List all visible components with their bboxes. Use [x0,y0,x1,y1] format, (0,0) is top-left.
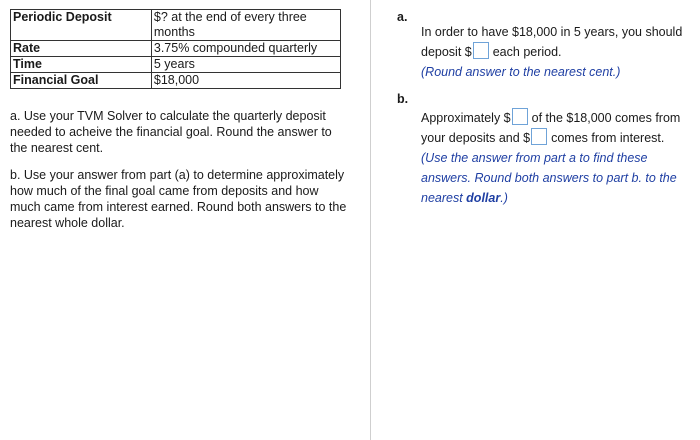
table-row [11,41,341,57]
table-row [11,10,341,41]
part-b-hint-text: (Use the answer from part a to find these answers. Round both answers to part b. to the nearest [421,151,677,205]
part-b-text: Approximately $ [421,111,511,125]
interest-amount-input[interactable] [531,128,547,145]
deposits-amount-input[interactable] [512,108,528,125]
part-a-block [421,22,686,82]
part-a-text: In order to have $18,000 in 5 years, you should deposit $ [421,25,683,59]
table-label-cell: Financial Goal [11,73,152,89]
part-a-text-end: each period. [492,45,562,59]
part-b-text-end: comes from interest. [551,131,665,145]
deposit-answer-input[interactable] [473,42,489,59]
panel-divider [370,0,371,440]
part-a-label: a. [397,10,408,24]
part-b-hint-end: .) [500,191,508,205]
table-value-cell: 5 years [151,57,340,73]
part-b-label: b. [397,92,409,106]
answer-panel [380,0,690,440]
question-a-text: a. Use your TVM Solver to calculate the quarterly deposit needed to acheive the financial goal. Round the answer to the nearest cent. [10,109,332,155]
problem-info-table [10,9,341,89]
part-b-text-middle: of the $18,000 comes from your deposits and $ [421,111,681,145]
table-label-cell: Rate [11,41,152,57]
table-value-cell: $18,000 [151,73,340,89]
table-value-cell: $? at the end of every three months [151,10,340,41]
question-b-text: b. Use your answer from part (a) to determine approximately how much of the final goal came from deposits and how much came from interest earned. Round both answers to the nearest whole dollar. [10,168,347,230]
table-row [11,57,341,73]
table-label-cell: Periodic Deposit [11,10,152,41]
part-a-hint: (Round answer to the nearest cent.) [421,65,621,79]
part-b-hint-bold: dollar [466,191,501,205]
part-b-block [421,108,686,208]
table-value-cell: 3.75% compounded quarterly [151,41,340,57]
part-b-hint [421,151,677,205]
table-row [11,73,341,89]
table-label-cell: Time [11,57,152,73]
